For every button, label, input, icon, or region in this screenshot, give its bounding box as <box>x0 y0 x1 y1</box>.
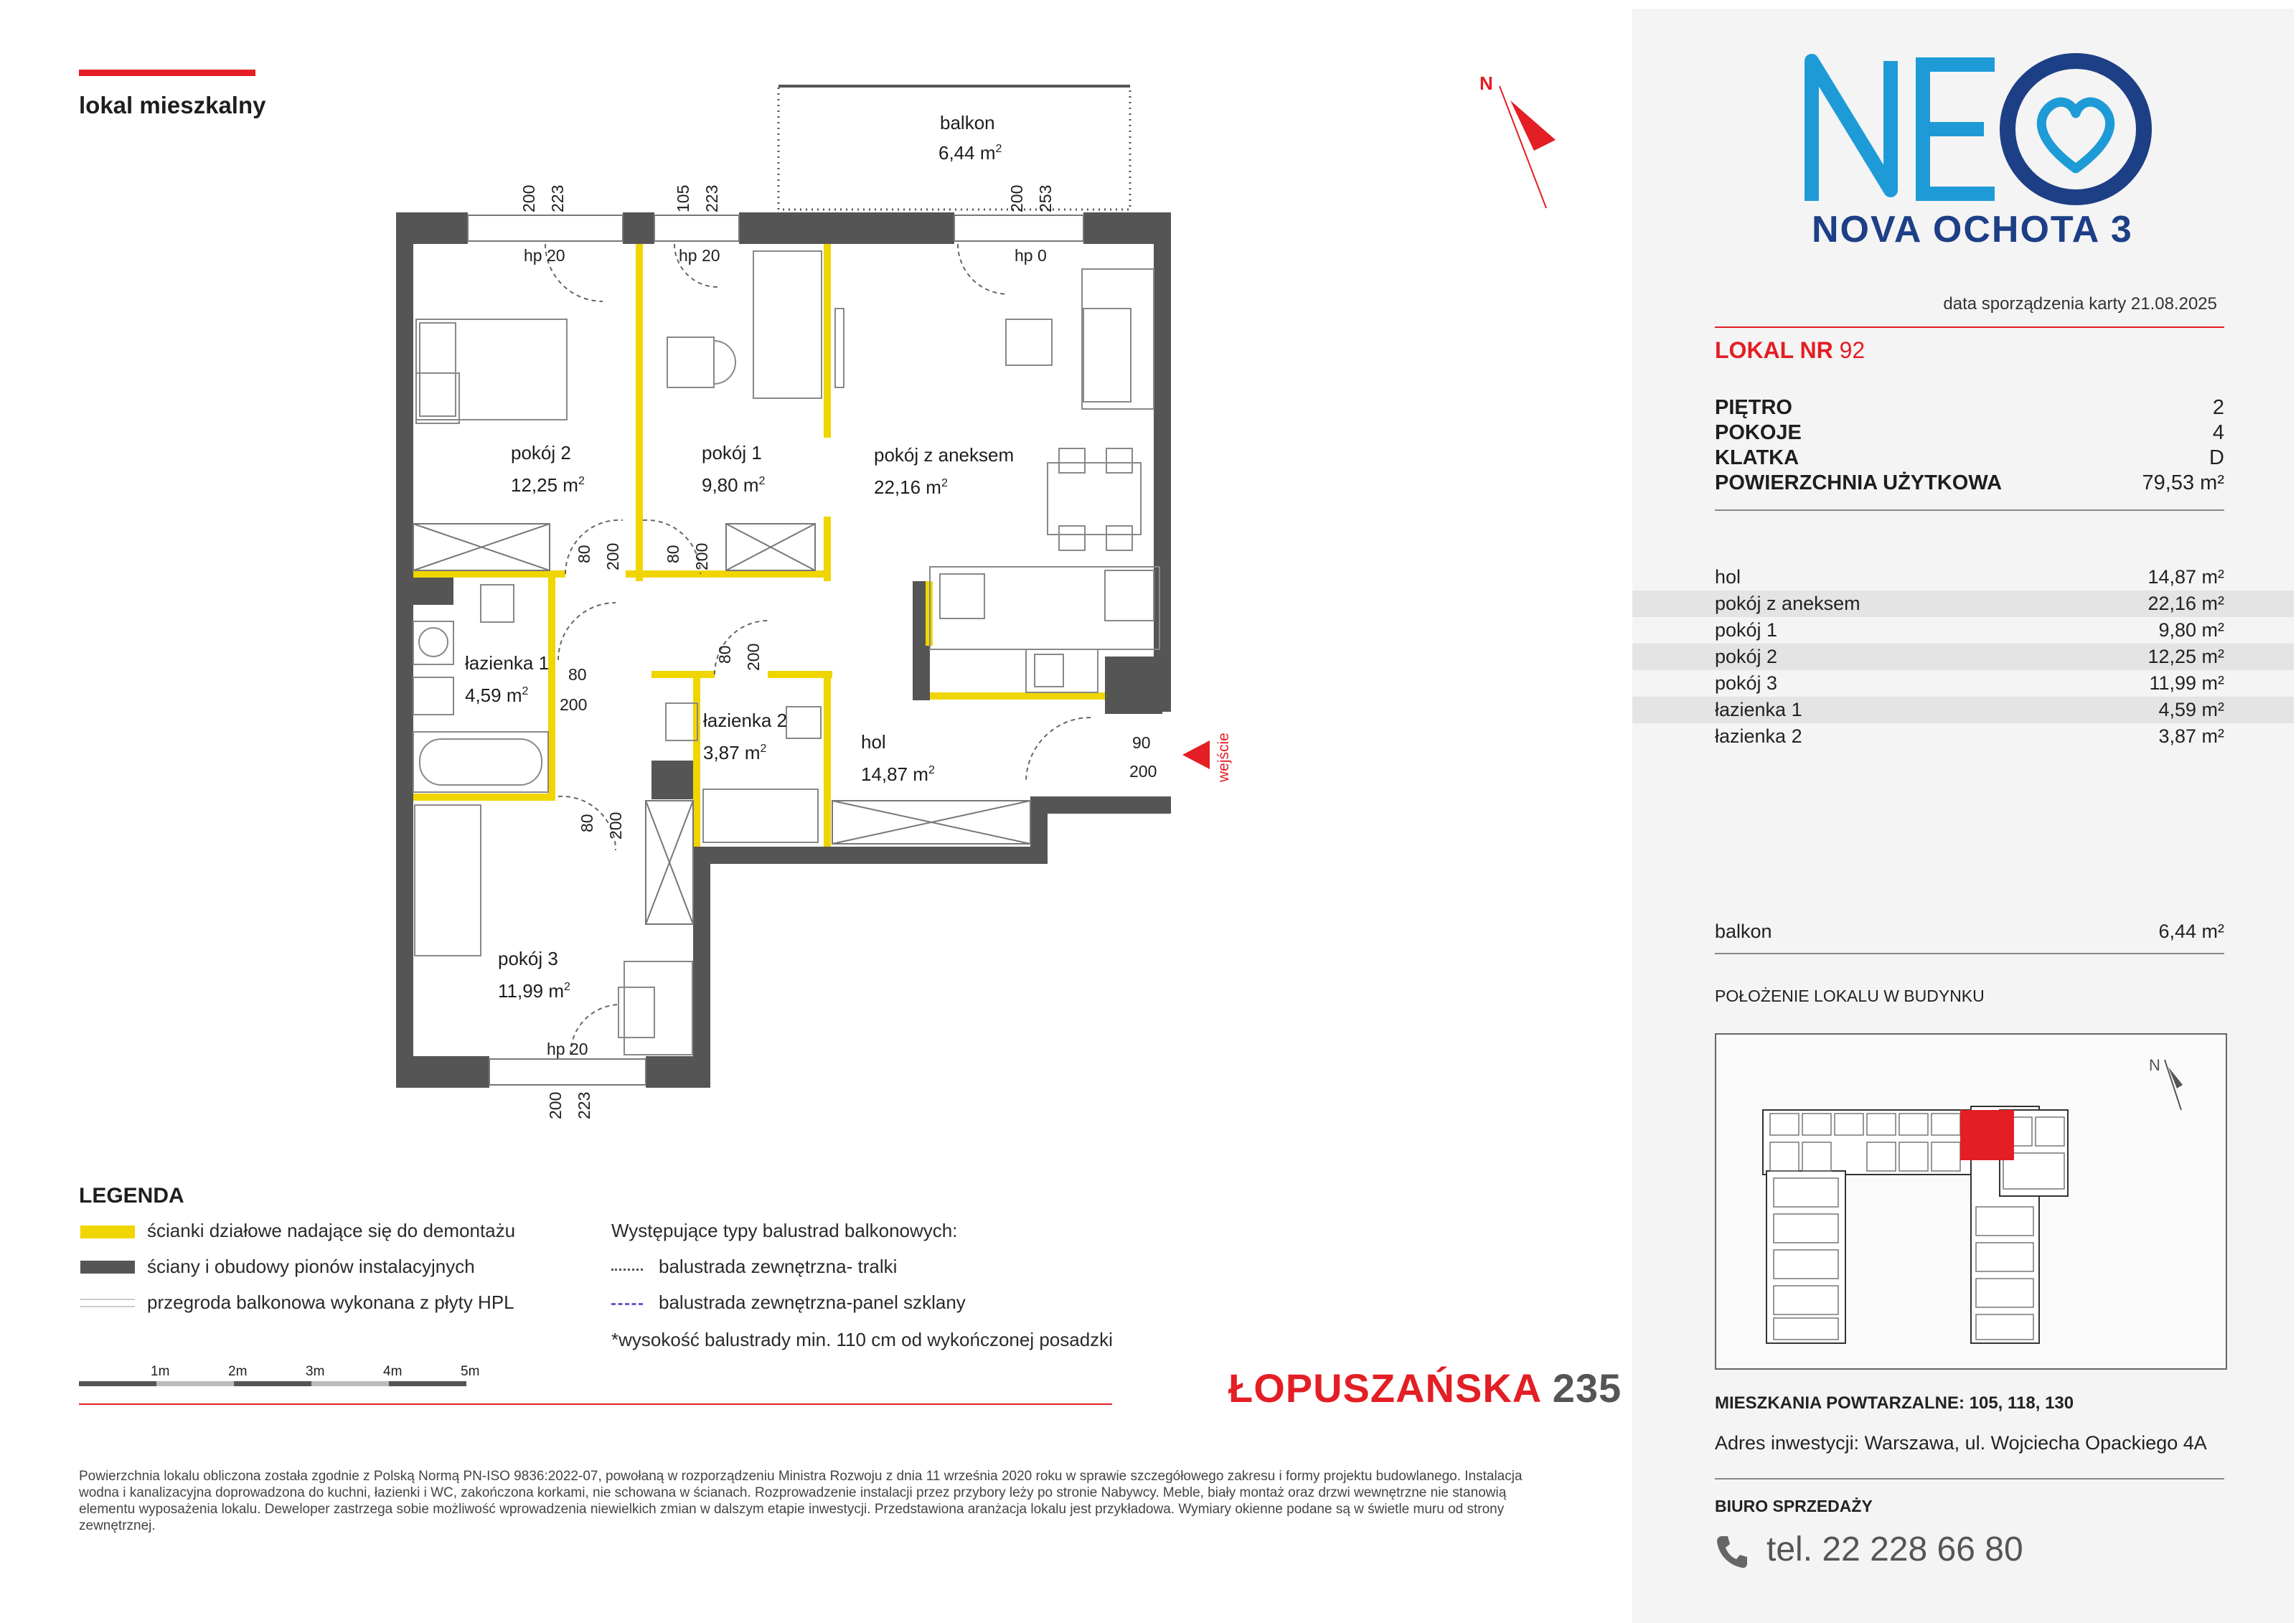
scale-bar <box>75 1360 506 1388</box>
rail-baluster-label: balustrada zewnętrzna- tralki <box>659 1256 898 1277</box>
legend-swatch-walls <box>80 1261 135 1274</box>
sill-heights <box>524 246 1047 1058</box>
balcony-area-sup: 2 <box>995 143 1002 155</box>
unit-location-marker <box>1960 1110 2014 1160</box>
svg-text:200: 200 <box>692 542 711 570</box>
key-plan-drawing <box>1716 1035 2226 1368</box>
room-area-lazienka-1-sup: 2 <box>522 685 529 697</box>
legend-title: LEGENDA <box>79 1184 184 1208</box>
svg-text:5m: 5m <box>461 1364 480 1379</box>
svg-text:80: 80 <box>715 645 734 664</box>
svg-text:80: 80 <box>578 814 596 832</box>
north-arrow-icon <box>1479 72 1556 208</box>
room-name-pokoj-1: pokój 1 <box>702 442 762 464</box>
prop-usable-area: POWIERZCHNIA UŻYTKOWA 79,53 m² <box>1715 471 2224 494</box>
room-area-pokoj-z-aneksem-sup: 2 <box>941 477 948 489</box>
svg-text:200: 200 <box>1129 762 1157 781</box>
svg-text:3m: 3m <box>306 1364 325 1379</box>
legend-item-partition: ścianki działowe nadające się do demontażu <box>147 1220 516 1241</box>
rail-note: *wysokość balustrady min. 110 cm od wykończonej posadzki <box>611 1329 1113 1350</box>
svg-text:80: 80 <box>664 545 682 563</box>
room-area-lazienka-1: 4,59 $m^2$ <box>465 685 529 706</box>
building-key-plan <box>1715 1033 2227 1370</box>
svg-text:2m: 2m <box>228 1364 248 1379</box>
phone-icon <box>1715 1534 1748 1570</box>
room-name-pokoj-z-aneksem: pokój z aneksem <box>874 444 1015 466</box>
legend-item-hpl: przegroda balkonowa wykonana z płyty HPL <box>147 1292 514 1313</box>
svg-text:80: 80 <box>575 545 593 563</box>
project-name: NOVA OCHOTA 3 <box>1812 209 2133 250</box>
props-divider <box>1715 509 2224 511</box>
svg-text:hp 20: hp 20 <box>524 246 565 265</box>
svg-text:hp 20: hp 20 <box>547 1040 588 1058</box>
legend-item-walls: ściany i obudowy pionów instalacyjnych <box>147 1256 475 1277</box>
street-name <box>1228 1365 1622 1411</box>
door-dimensions <box>560 543 1157 839</box>
svg-text:200: 200 <box>560 695 588 714</box>
area-row-lazienka-2: łazienka 2 3,87 m² <box>1715 725 2224 747</box>
investment-address: Adres inwestycji: Warszawa, ul. Wojciecha Opackiego 4A <box>1715 1432 2207 1454</box>
svg-text:200: 200 <box>606 812 625 839</box>
street-name-text: ŁOPUSZAŃSKA <box>1228 1365 1541 1411</box>
svg-text:200: 200 <box>546 1091 565 1119</box>
svg-text:200: 200 <box>1007 184 1026 212</box>
sales-phone[interactable]: tel. 22 228 66 80 <box>1766 1530 2023 1568</box>
footer-divider <box>79 1403 1112 1405</box>
svg-text:200: 200 <box>744 643 763 671</box>
rail-glass-icon <box>611 1300 643 1305</box>
rail-baluster-icon <box>611 1264 643 1271</box>
svg-text:200: 200 <box>603 542 622 570</box>
room-name-pokoj-2: pokój 2 <box>511 442 571 464</box>
room-area-pokoj-3-sup: 2 <box>564 981 570 993</box>
card-date: data sporządzenia karty 21.08.2025 <box>1943 294 2217 314</box>
legend-swatch-hpl <box>80 1299 135 1307</box>
rail-glass-label: balustrada zewnętrzna-panel szklany <box>659 1292 966 1313</box>
room-area-pokoj-1: 9,80 $m^2$ <box>702 474 766 496</box>
room-area-pokoj-2-sup: 2 <box>578 475 585 487</box>
balcony-area: 6,44 $m^2$ <box>938 142 1002 164</box>
key-plan-north-icon <box>2149 1056 2183 1110</box>
north-label: N <box>1479 72 1493 94</box>
window-dimensions <box>519 185 1055 1119</box>
area-row-pokoj-z-aneksem: pokój z aneksem 22,16 m² <box>1632 591 2294 617</box>
neo-logo <box>1805 50 2163 208</box>
street-number: 235 <box>1552 1365 1622 1411</box>
svg-text:hp 20: hp 20 <box>679 246 720 265</box>
svg-text:1m: 1m <box>151 1364 170 1379</box>
svg-text:hp 0: hp 0 <box>1015 246 1047 265</box>
area-row-pokoj-2: pokój 2 12,25 m² <box>1632 644 2294 670</box>
prop-staircase: KLATKA D <box>1715 446 2224 469</box>
prop-floor: PIĘTRO 2 <box>1715 396 2224 419</box>
room-area-pokoj-z-aneksem: 22,16 $m^2$ <box>874 476 948 498</box>
svg-text:N: N <box>2149 1056 2160 1074</box>
entrance-marker <box>1182 733 1232 783</box>
svg-text:253: 253 <box>1036 184 1055 212</box>
svg-text:200: 200 <box>519 184 538 212</box>
repeated-units: MIESZKANIA POWTARZALNE: 105, 118, 130 <box>1715 1393 2074 1413</box>
area-row-pokoj-1: pokój 1 9,80 m² <box>1715 619 2224 641</box>
room-area-hol-sup: 2 <box>928 764 935 776</box>
balcony-label: balkon <box>940 112 995 133</box>
balcony <box>778 86 1130 210</box>
rail-types-title: Występujące typy balustrad balkonowych: <box>611 1220 958 1241</box>
sales-office-title: BIURO SPRZEDAŻY <box>1715 1497 1873 1515</box>
area-row-balkon: balkon 6,44 m² <box>1715 921 2224 942</box>
address-divider <box>1715 1478 2224 1479</box>
svg-text:223: 223 <box>575 1091 593 1119</box>
svg-text:4m: 4m <box>383 1364 403 1379</box>
svg-text:223: 223 <box>548 184 567 212</box>
unit-number-value: 92 <box>1839 337 1866 363</box>
document-type: lokal mieszkalny <box>79 92 266 118</box>
legend-swatch-partition <box>80 1226 135 1238</box>
svg-text:90: 90 <box>1132 733 1151 752</box>
room-area-pokoj-2: 12,25 $m^2$ <box>511 474 585 496</box>
room-area-pokoj-3: 11,99 $m^2$ <box>498 980 570 1002</box>
unit-number <box>1715 337 1865 364</box>
room-name-lazienka-1: łazienka 1 <box>465 652 550 674</box>
disclaimer-note: Powierzchnia lokalu obliczona została zgodnie z Polską Normą PN-ISO 9836:2022-07, powołaną w rozporządzeniu Ministra Rozwoju z dnia 11 września 2020 roku w sprawie szczegółowego zakresu i formy projektu budowlanego. Instalacja wodna i kanalizacyjna doprowadzona do kuchni, łazienki i WC, zakończona korkami, nie schowana w ścianach. Rozprowadzenie instalacji przez przybory leży po stronie Nabywcy. Meble, biały montaż oraz drzwi wewnętrzne nie stanowią elementu wyposażenia lokalu. Deweloper zastrzega sobie możliwość wprowadzenia niewielkich zmian w dalszym etapie inwestycji. Przedstawiona aranżacja lokalu jest przykładowa. Wymiary okienne podane są w świetle muru od strony zewnętrznej. <box>79 1469 1523 1533</box>
room-area-pokoj-1-sup: 2 <box>758 475 766 487</box>
area-row-hol: hol 14,87 m² <box>1715 566 2224 588</box>
unit-number-label: LOKAL NR <box>1715 337 1833 363</box>
room-area-lazienka-2-sup: 2 <box>760 743 767 755</box>
room-name-lazienka-2: łazienka 2 <box>703 710 788 731</box>
room-name-hol: hol <box>861 731 886 753</box>
room-name-pokoj-3: pokój 3 <box>498 948 558 969</box>
entrance-label: wejście <box>1215 733 1232 782</box>
area-row-pokoj-3: pokój 3 11,99 m² <box>1715 672 2224 694</box>
panel-divider <box>1715 326 2224 328</box>
room-area-lazienka-2: 3,87 $m^2$ <box>703 742 767 763</box>
room-area-hol: 14,87 $m^2$ <box>861 763 935 785</box>
balcony-divider <box>1715 953 2224 954</box>
prop-rooms: POKOJE 4 <box>1715 421 2224 444</box>
svg-text:223: 223 <box>702 184 721 212</box>
area-row-lazienka-1: łazienka 1 4,59 m² <box>1632 697 2294 723</box>
position-title: POŁOŻENIE LOKALU W BUDYNKU <box>1715 987 1985 1005</box>
svg-text:105: 105 <box>674 184 692 212</box>
svg-text:80: 80 <box>568 665 587 684</box>
